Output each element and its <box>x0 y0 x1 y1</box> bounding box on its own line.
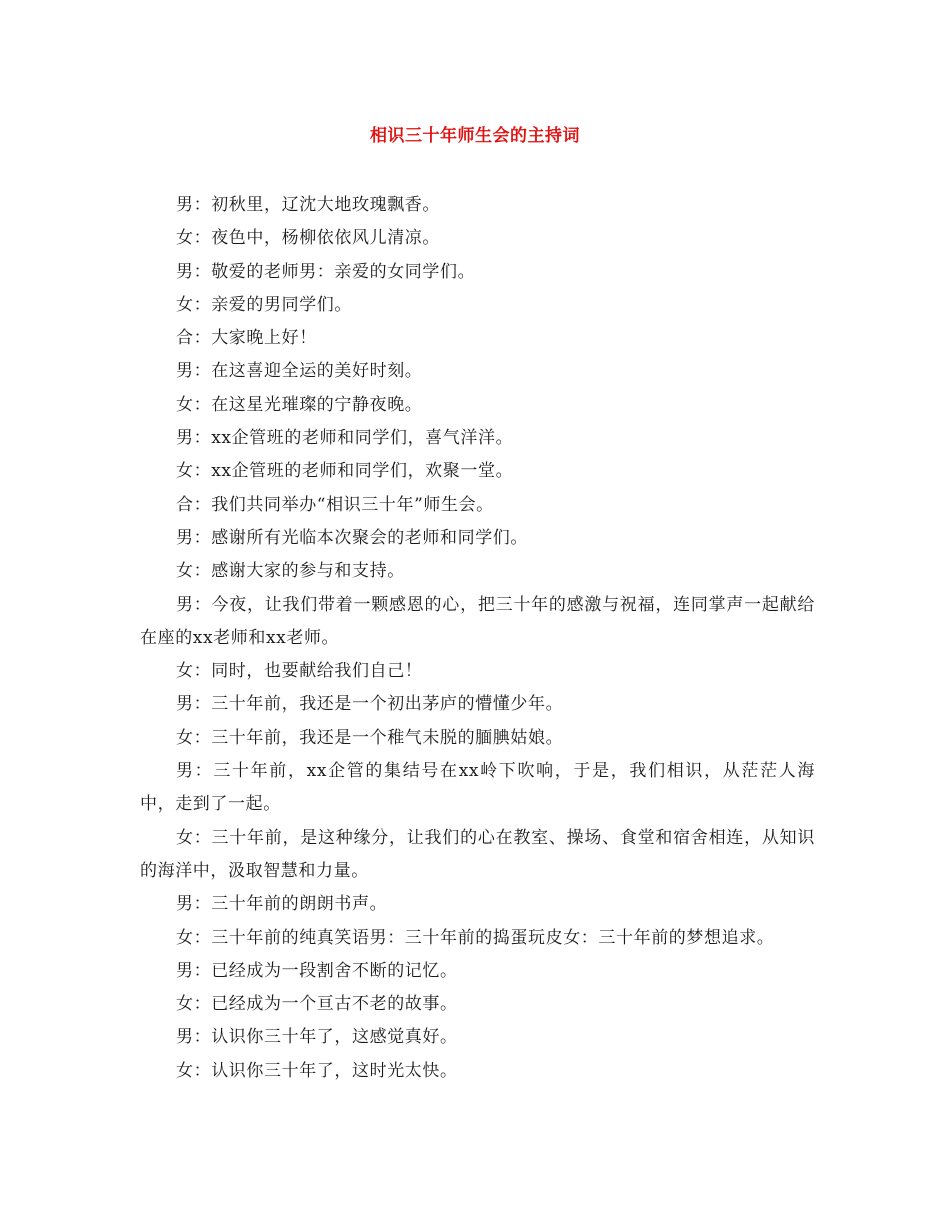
paragraph: 男：已经成为一段割舍不断的记忆。 <box>176 960 458 981</box>
paragraph: 女：三十年前，我还是一个稚气未脱的腼腆姑娘。 <box>176 727 564 748</box>
paragraph: 男：敬爱的老师男：亲爱的女同学们。 <box>176 261 476 282</box>
paragraph: 男：xx企管班的老师和同学们，喜气洋洋。 <box>176 428 514 449</box>
paragraph: 合：大家晚上好！ <box>176 328 317 349</box>
paragraph: 男：初秋里，辽沈大地玫瑰飘香。 <box>176 195 440 215</box>
paragraph: 女：三十年前的纯真笑语男：三十年前的捣蛋玩皮女：三十年前的梦想追求。 <box>176 927 775 948</box>
document-title: 相识三十年师生会的主持词 <box>370 126 580 146</box>
paragraph: 女：已经成为一个亘古不老的故事。 <box>176 994 458 1015</box>
paragraph: 男：认识你三十年了，这感觉真好。 <box>176 1027 458 1048</box>
paragraph: 女：认识你三十年了，这时光太快。 <box>176 1060 458 1081</box>
paragraph: 合：我们共同举办“相识三十年”师生会。 <box>176 494 494 515</box>
paragraph: 女：三十年前，是这种缘分，让我们的心在教室、操场、食堂和宿舍相连，从知识的海洋中，汲取智慧和力量。 <box>140 827 815 881</box>
paragraph: 男：三十年前的朗朗书声。 <box>176 894 388 915</box>
paragraph: 女：感谢大家的参与和支持。 <box>176 561 405 582</box>
paragraph: 女：同时，也要献给我们自己！ <box>176 661 423 682</box>
paragraph: 女：亲爱的男同学们。 <box>176 294 352 315</box>
paragraph: 男：三十年前，xx企管的集结号在xx岭下吹响，于是，我们相识，从茫茫人海中，走到了一起。 <box>140 761 815 815</box>
paragraph: 女：夜色中，杨柳依依风儿清凉。 <box>176 228 440 249</box>
paragraph: 男：感谢所有光临本次聚会的老师和同学们。 <box>176 527 528 548</box>
paragraph: 男：今夜，让我们带着一颗感恩的心，把三十年的感激与祝福，连同掌声一起献给在座的xx老师和xx老师。 <box>140 594 815 648</box>
paragraph: 男：在这喜迎全运的美好时刻。 <box>176 361 423 382</box>
paragraph: 男：三十年前，我还是一个初出茅庐的懵懂少年。 <box>176 694 564 715</box>
document-body <box>140 189 815 1088</box>
paragraph: 女：在这星光璀璨的宁静夜晚。 <box>176 394 423 415</box>
paragraph: 女：xx企管班的老师和同学们，欢聚一堂。 <box>176 461 514 482</box>
